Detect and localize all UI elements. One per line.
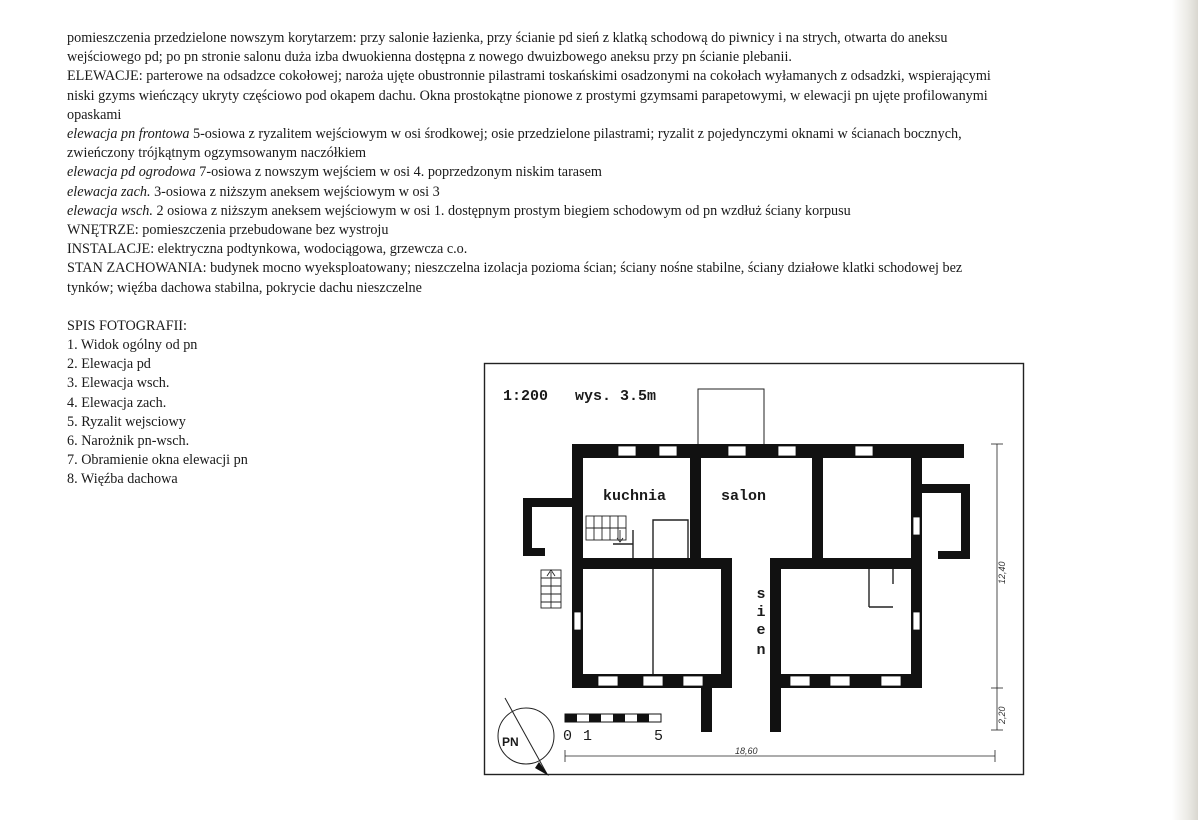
wall-hall-left bbox=[721, 562, 732, 686]
window bbox=[881, 676, 901, 686]
description-line bbox=[67, 67, 1157, 86]
description-line bbox=[67, 144, 1157, 163]
elevation-label: elewacja zach. bbox=[67, 183, 151, 200]
description-text-run: 3-osiowa z niższym aneksem wejściowym w osi 3 bbox=[150, 183, 440, 200]
photo-list-item: 8. Więźba dachowa bbox=[67, 471, 178, 488]
scan-page-edge bbox=[1172, 0, 1198, 820]
dimension-width-label: 18,60 bbox=[735, 746, 758, 756]
photo-list-item: 5. Ryzalit wejsciowy bbox=[67, 413, 186, 430]
hall-label bbox=[756, 586, 765, 659]
annex-left-side bbox=[523, 498, 532, 556]
north-arrow bbox=[498, 698, 554, 776]
description-line bbox=[67, 183, 1157, 202]
entrance-wall-right bbox=[770, 686, 781, 732]
description-line bbox=[67, 202, 1157, 221]
photo-list-item: 2. Elewacja pd bbox=[67, 356, 151, 373]
description-line bbox=[67, 125, 1157, 144]
window bbox=[790, 676, 810, 686]
scale-bar bbox=[563, 714, 663, 745]
description-text-run: niski gzyms wieńczący ukryty częściowo pod okapem dachu. Okna prostokątne pionowe z prostymi gzymsami parapetowymi, w elewacji pn ujęte profilowanymi bbox=[67, 87, 988, 104]
scale-five: 5 bbox=[654, 728, 664, 745]
dimension-annex-label: 2,20 bbox=[997, 706, 1007, 724]
wall-salon-room bbox=[812, 444, 823, 562]
description-line bbox=[67, 48, 1157, 67]
window bbox=[728, 446, 746, 456]
dimension-height-label: 12,40 bbox=[997, 561, 1007, 584]
photo-list-item: 4. Elewacja zach. bbox=[67, 394, 167, 411]
description-text-run: 2 osiowa z niższym aneksem wejściowym w osi 1. dostępnym prostym biegiem schodowym od pn wzdłuż ściany korpusu bbox=[152, 202, 851, 219]
window bbox=[574, 612, 581, 630]
hall-letter: n bbox=[756, 642, 766, 659]
spacer bbox=[67, 298, 1157, 317]
partition-bathroom bbox=[653, 520, 688, 558]
hall-letter: i bbox=[756, 604, 766, 621]
photo-list-heading: SPIS FOTOGRAFII: bbox=[67, 317, 187, 334]
room-label-kitchen: kuchnia bbox=[603, 488, 667, 505]
window bbox=[830, 676, 850, 686]
description-line bbox=[67, 163, 1157, 182]
photo-list-item: 7. Obramienie okna elewacji pn bbox=[67, 452, 248, 469]
description-text-run: WNĘTRZE: pomieszczenia przebudowane bez wystroju bbox=[67, 222, 389, 239]
description-text-run: wejściowego pd; po pn stronie salonu duża izba dwuokienna dostępna z nowego dwuizbowego aneksu przy pn ścianie plebanii. bbox=[67, 49, 792, 66]
elevation-label: elewacja wsch. bbox=[67, 202, 153, 219]
description-line bbox=[67, 87, 1157, 106]
plan-height-label: wys. 3.5m bbox=[575, 388, 657, 405]
window bbox=[659, 446, 677, 456]
description-lines bbox=[67, 29, 1157, 298]
photo-list-item: 1. Widok ogólny od pn bbox=[67, 337, 198, 354]
wall-kitchen-salon bbox=[690, 444, 701, 558]
floor-plan-drawing bbox=[483, 362, 1025, 776]
room-label-salon: salon bbox=[721, 488, 767, 505]
description-line bbox=[67, 240, 1157, 259]
description-line bbox=[67, 279, 1157, 298]
photo-list-item: 3. Elewacja wsch. bbox=[67, 375, 170, 392]
terrace-outline bbox=[698, 389, 764, 445]
window bbox=[683, 676, 703, 686]
description-text-run: 5-osiowa z ryzalitem wejściowym w osi środkowej; osie przedzielone pilastrami; ryzalit z pojedynczymi oknami w ścianach bocznych, bbox=[189, 126, 962, 143]
hall-letter: e bbox=[756, 622, 766, 639]
wall-mid-right bbox=[770, 558, 922, 569]
north-label: PN bbox=[502, 735, 519, 749]
window bbox=[913, 517, 920, 535]
elevation-label: elewacja pn frontowa bbox=[67, 126, 190, 143]
plan-scale-label: 1:200 bbox=[503, 388, 549, 405]
elevation-label: elewacja pd ogrodowa bbox=[67, 164, 196, 181]
description-text-run: 7-osiowa z nowszym wejściem w osi 4. poprzedzonym niskim tarasem bbox=[195, 164, 602, 181]
description-line bbox=[67, 221, 1157, 240]
wall-mid-left bbox=[572, 558, 732, 569]
dimension-height bbox=[991, 444, 1003, 730]
dimension-width bbox=[565, 750, 995, 762]
floor-plan bbox=[483, 362, 1025, 776]
description-line bbox=[67, 259, 1157, 278]
description-line bbox=[67, 29, 1157, 48]
window bbox=[643, 676, 663, 686]
description-text-run: INSTALACJE: elektryczna podtynkowa, wodociągowa, grzewcza c.o. bbox=[67, 241, 468, 258]
description-line bbox=[67, 106, 1157, 125]
description-text-run: pomieszczenia przedzielone nowszym korytarzem: przy salonie łazienka, przy ścianie pd sień z klatką schodową do piwnicy i na strych, otwarta do aneksu bbox=[67, 30, 948, 46]
description-text-run: ELEWACJE: parterowe na odsadzce cokołowej; naroża ujęte obustronnie pilastrami toskańskimi osadzonymi na cokołach wyłamanych z odsadzki, wspierającymi bbox=[67, 68, 991, 85]
description-text-run: opaskami bbox=[67, 106, 122, 123]
window bbox=[598, 676, 618, 686]
description-text-run: zwieńczony trójkątnym ogzymsowanym naczółkiem bbox=[67, 145, 367, 162]
window bbox=[618, 446, 636, 456]
window bbox=[778, 446, 796, 456]
plan-frame bbox=[485, 364, 1024, 775]
annex-right-bottom bbox=[938, 551, 970, 559]
wall-top-corner bbox=[911, 444, 925, 458]
description-text-run: STAN ZACHOWANIA: budynek mocno wyeksploatowany; nieszczelna izolacja pozioma ścian; ściany nośne stabilne, ściany działowe klatki schodowej bez bbox=[67, 260, 963, 277]
window bbox=[855, 446, 873, 456]
description-text-run: tynków; więźba dachowa stabilna, pokrycie dachu nieszczelne bbox=[67, 279, 422, 296]
photo-list-item: 6. Narożnik pn-wsch. bbox=[67, 433, 190, 450]
annex-left-bottom bbox=[523, 548, 545, 556]
scale-one: 1 bbox=[583, 728, 593, 745]
scale-zero: 0 bbox=[563, 728, 573, 745]
entrance-stub-left bbox=[701, 720, 712, 732]
wall-hall-right bbox=[770, 562, 781, 686]
window bbox=[913, 612, 920, 630]
annex-right-side bbox=[961, 484, 970, 559]
partitions bbox=[613, 520, 893, 674]
hall-letter: s bbox=[756, 586, 766, 603]
